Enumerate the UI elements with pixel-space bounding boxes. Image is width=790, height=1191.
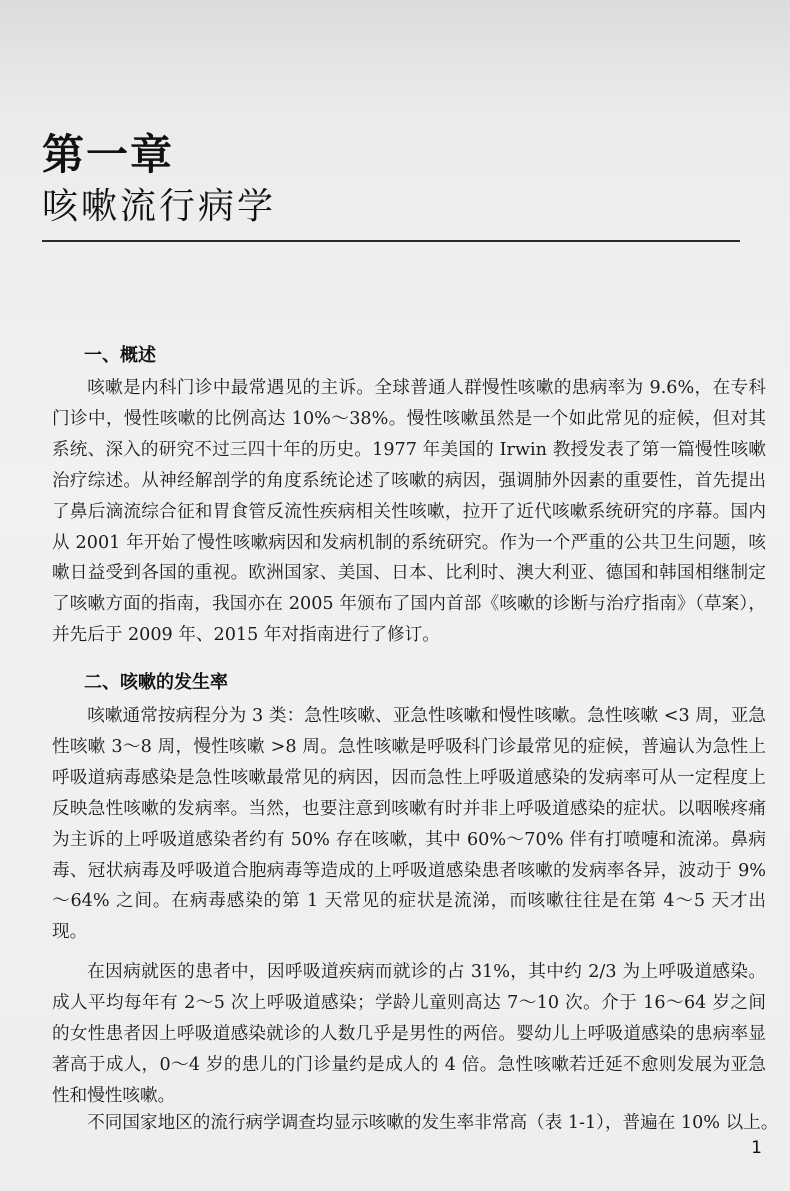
incidence-paragraph-1: 咳嗽通常按病程分为 3 类：急性咳嗽、亚急性咳嗽和慢性咳嗽。急性咳嗽 <3 周，亚急性咳嗽 3～8 周，慢性咳嗽 >8 周。急性咳嗽是呼吸科门诊最常见的症候，普遍认为急性上呼吸道病毒感染是急性咳嗽最常见的病因，因而急性上呼吸道感染的发病率可从一定程度上反映急性咳嗽的发病率。当然，也要注意到咳嗽有时并非上呼吸道感染的症状。以咽喉疼痛为主诉的上呼吸道感染者约有 50% 存在咳嗽，其中 60%～70% 伴有打喷嚏和流涕。鼻病毒、冠状病毒及呼吸道合胞病毒等造成的上呼吸道感染患者咳嗽的发病率各异，波动于 9%～64% 之间。在病毒感染的第 1 天常见的症状是流涕，而咳嗽往往是在第 4～5 天才出现。 xyxy=(52,706,766,943)
chapter-divider xyxy=(42,240,740,242)
section-heading-incidence: 二、咳嗽的发生率 xyxy=(84,672,228,693)
section-heading-overview: 一、概述 xyxy=(84,345,156,366)
incidence-paragraph-3: 不同国家地区的流行病学调查均显示咳嗽的发生率非常高（表 1-1），普遍在 10% 以上。 xyxy=(87,1113,779,1133)
chapter-number: 第一章 xyxy=(42,130,175,179)
incidence-paragraph-2: 在因病就医的患者中，因呼吸道疾病而就诊的占 31%，其中约 2/3 为上呼吸道感染。成人平均每年有 2～5 次上呼吸道感染；学龄儿童则高达 7～10 次。介于 16～64 岁之间的女性患者因上呼吸道感染就诊的人数几乎是男性的两倍。婴幼儿上呼吸道感染的患病率显著高于成人，0～4 岁的患儿的门诊量约是成人的 4 倍。急性咳嗽若迁延不愈则发展为亚急性和慢性咳嗽。 xyxy=(52,962,766,1106)
chapter-title: 咳嗽流行病学 xyxy=(42,186,277,227)
overview-paragraph: 咳嗽是内科门诊中最常遇见的主诉。全球普通人群慢性咳嗽的患病率为 9.6%，在专科门诊中，慢性咳嗽的比例高达 10%～38%。慢性咳嗽虽然是一个如此常见的症候，但对其系统、深入的研究不过三四十年的历史。1977 年美国的 Irwin 教授发表了第一篇慢性咳嗽治疗综述。从神经解剖学的角度系统论述了咳嗽的病因，强调肺外因素的重要性，首先提出了鼻后滴流综合征和胃食管反流性疾病相关性咳嗽，拉开了近代咳嗽系统研究的序幕。国内从 2001 年开始了慢性咳嗽病因和发病机制的系统研究。作为一个严重的公共卫生问题，咳嗽日益受到各国的重视。欧洲国家、美国、日本、比利时、澳大利亚、德国和韩国相继制定了咳嗽方面的指南，我国亦在 2005 年颁布了国内首部《咳嗽的诊断与治疗指南》（草案），并先后于 2009 年、2015 年对指南进行了修订。 xyxy=(52,378,766,646)
page-number: 1 xyxy=(751,1138,762,1158)
